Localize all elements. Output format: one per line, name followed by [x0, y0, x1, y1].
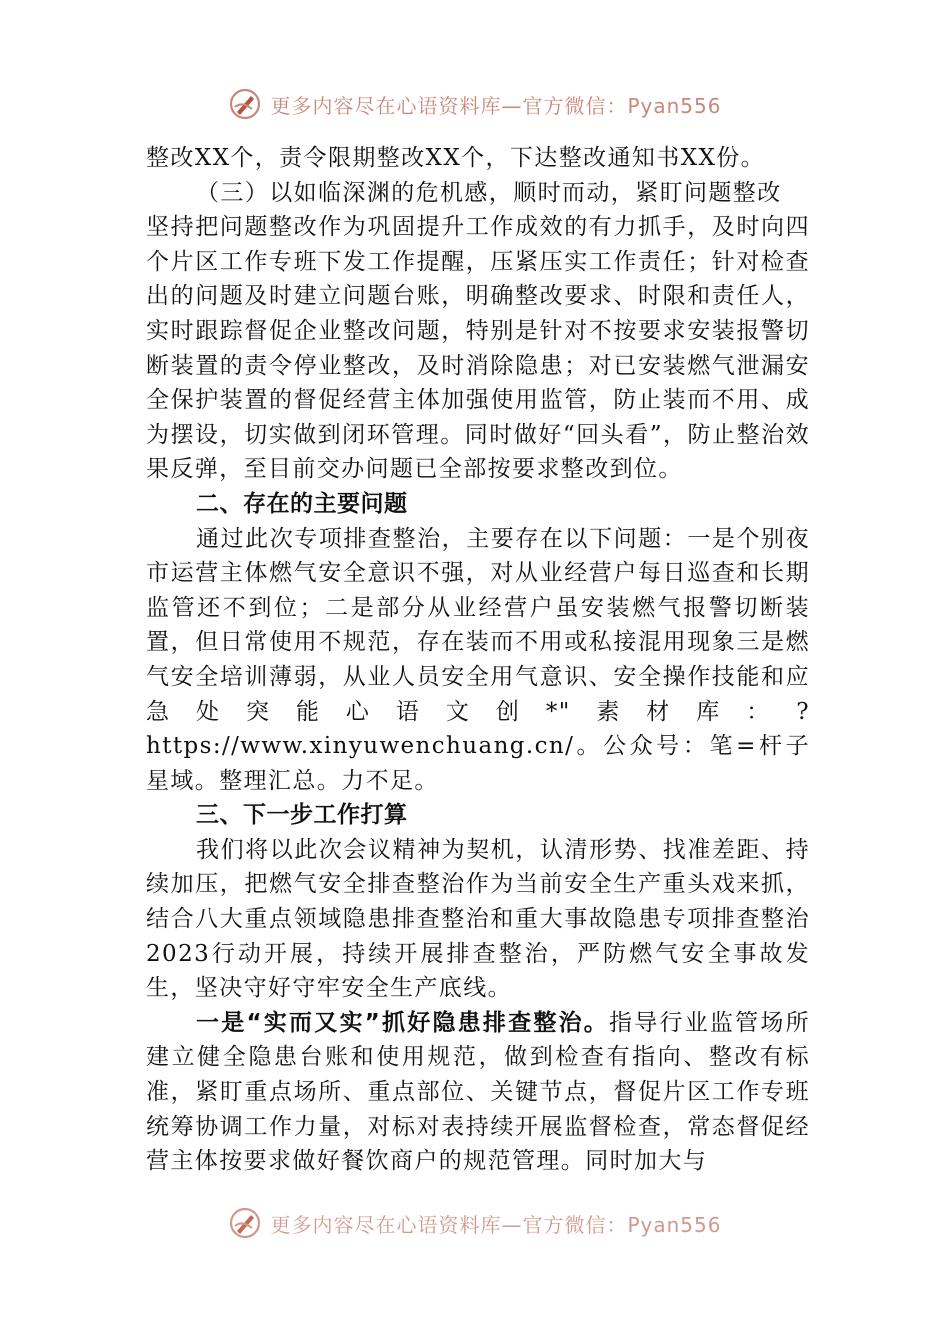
- header-watermark: [0, 84, 950, 124]
- point-one-lead: 一是“实而又实”抓好隐患排查整治。: [196, 1009, 610, 1036]
- paragraph-continuation: 整改XX个，责令限期整改XX个，下达整改通知书XX份。: [146, 145, 766, 171]
- watermark-text: 更多内容尽在心语资料库—官方微信：Pyan556: [270, 1212, 722, 1237]
- paragraph-next-steps: 我们将以此次会议精神为契机，认清形势、找准差距、持续加压，把燃气安全排查整治作为当前安全生产重头戏来抓，结合八大重点领域隐患排查整治和重大事故隐患专项排查整治2023行动开展，持续开展排查整治，严防燃气安全事故发生，坚决守好守牢安全生产底线。: [146, 836, 810, 1002]
- footer-watermark: [0, 1203, 950, 1243]
- point-one-body: 指导行业监管场所建立健全隐患台账和使用规范，做到检查有指向、整改有标准，紧盯重点场所、重点部位、关键节点，督促片区工作专班统筹协调工作力量，对标对表持续开展监督检查，常态督促经营主体按要求做好餐饮商户的规范管理。同时加大与: [146, 1009, 810, 1175]
- watermark-text: 更多内容尽在心语资料库—官方微信：Pyan556: [270, 93, 722, 118]
- paragraph-point-one: [146, 1006, 810, 1179]
- paragraph-rectification: 坚持把问题整改作为巩固提升工作成效的有力抓手，及时向四个片区工作专班下发工作提醒，压紧压实工作责任；针对检查出的问题及时建立问题台账，明确整改要求、时限和责任人，实时跟踪督促企业整改问题，特别是针对不按要求安装报警切断装置的责令停业整改，及时消除隐患；对已安装燃气泄漏安全保护装置的督促经营主体加强使用监管，防止装而不用、成为摆设，切实做到闭环管理。同时做好“回头看”，防止整治效果反弹，至目前交办问题已全部按要求整改到位。: [146, 214, 810, 483]
- pen-logo-icon: [228, 1206, 262, 1240]
- subsection-heading: （三）以如临深渊的危机感，顺时而动，紧盯问题整改: [196, 179, 782, 206]
- section-heading-problems: 二、存在的主要问题: [196, 490, 408, 517]
- paragraph-problems: 通过此次专项排查整治，主要存在以下问题：一是个别夜市运营主体燃气安全意识不强，对从业经营户每日巡查和长期监管还不到位；二是部分从业经营户虽安装燃气报警切断装置，但日常使用不规范，存在装而不用或私接混用现象三是燃气安全培训薄弱，从业人员安全用气意识、安全操作技能和应急处突能心语文创*"素材库：?https://www.xinyuwenchuang.cn/。公众号：笔=杆子星域。整理汇总。力不足。: [146, 525, 810, 794]
- section-heading-next-steps: 三、下一步工作打算: [196, 802, 408, 829]
- document-body: [146, 141, 810, 1179]
- pen-logo-icon: [228, 87, 262, 121]
